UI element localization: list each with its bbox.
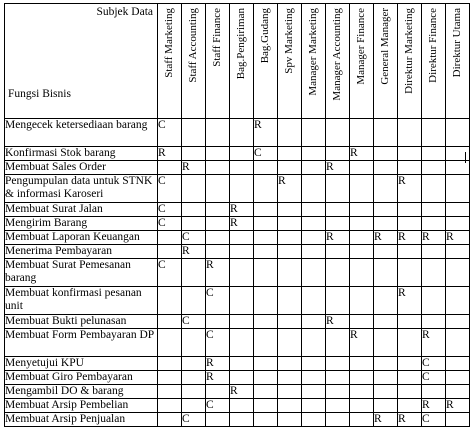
- column-header-label: Staff Accounting: [187, 8, 199, 83]
- matrix-cell: [446, 413, 470, 427]
- matrix-cell: [398, 245, 422, 259]
- matrix-cell: [446, 329, 470, 357]
- business-function-cell: Mengecek ketersediaan barang: [5, 119, 158, 147]
- matrix-cell: [230, 315, 254, 329]
- matrix-cell: [230, 259, 254, 287]
- table-row: [5, 357, 470, 371]
- matrix-cell: [254, 357, 278, 371]
- matrix-cell: [278, 329, 302, 357]
- matrix-cell: [206, 413, 230, 427]
- matrix-cell: [302, 315, 326, 329]
- matrix-cell: [374, 371, 398, 385]
- matrix-cell: [350, 357, 374, 371]
- matrix-cell: [158, 399, 182, 413]
- business-function-cell: Membuat Arsip Penjualan: [5, 413, 158, 427]
- matrix-cell: [350, 203, 374, 217]
- matrix-cell: [182, 287, 206, 315]
- matrix-cell: [182, 385, 206, 399]
- table-row: [5, 231, 470, 245]
- matrix-cell: [230, 245, 254, 259]
- matrix-cell: C: [158, 259, 182, 287]
- matrix-cell: [182, 217, 206, 231]
- matrix-cell: [350, 385, 374, 399]
- matrix-cell: R: [446, 399, 470, 413]
- matrix-cell: [254, 329, 278, 357]
- matrix-cell: [254, 245, 278, 259]
- matrix-cell: [278, 357, 302, 371]
- matrix-cell: R: [206, 259, 230, 287]
- matrix-cell: [278, 371, 302, 385]
- business-function-cell: Membuat Surat Jalan: [5, 203, 158, 217]
- table-row: [5, 161, 470, 175]
- matrix-cell: [350, 161, 374, 175]
- matrix-cell: [446, 203, 470, 217]
- matrix-body: [5, 119, 470, 427]
- matrix-cell: [278, 119, 302, 147]
- column-header-label: Manager Accounting: [331, 8, 343, 101]
- business-function-cell: Mengambil DO & barang: [5, 385, 158, 399]
- matrix-cell: [302, 147, 326, 161]
- matrix-cell: [398, 259, 422, 287]
- matrix-cell: C: [206, 399, 230, 413]
- matrix-cell: [350, 259, 374, 287]
- matrix-cell: [206, 119, 230, 147]
- column-header-label: Direktur Marketing: [403, 8, 415, 94]
- matrix-cell: R: [326, 315, 350, 329]
- business-function-cell: Membuat Bukti pelunasan: [5, 315, 158, 329]
- header-row: [5, 4, 470, 119]
- matrix-cell: [230, 329, 254, 357]
- matrix-cell: C: [206, 287, 230, 315]
- column-header: [230, 4, 254, 119]
- matrix-cell: [446, 245, 470, 259]
- matrix-cell: [374, 161, 398, 175]
- matrix-cell: [278, 203, 302, 217]
- matrix-cell: R: [326, 161, 350, 175]
- matrix-cell: [374, 287, 398, 315]
- matrix-cell: [302, 287, 326, 315]
- business-function-cell: Konfirmasi Stok barang: [5, 147, 158, 161]
- matrix-cell: R: [230, 385, 254, 399]
- matrix-cell: [446, 217, 470, 231]
- matrix-cell: [446, 357, 470, 371]
- column-header: [326, 4, 350, 119]
- matrix-cell: C: [182, 315, 206, 329]
- matrix-cell: [350, 371, 374, 385]
- matrix-cell: [158, 287, 182, 315]
- column-header: [374, 4, 398, 119]
- matrix-cell: [374, 385, 398, 399]
- matrix-cell: R: [398, 231, 422, 245]
- matrix-cell: [326, 329, 350, 357]
- matrix-cell: [398, 217, 422, 231]
- business-function-cell: Membuat Arsip Pembelian: [5, 399, 158, 413]
- matrix-cell: [182, 147, 206, 161]
- table-row: [5, 175, 470, 203]
- matrix-cell: [422, 245, 446, 259]
- column-header: [158, 4, 182, 119]
- matrix-cell: [302, 413, 326, 427]
- matrix-cell: [182, 119, 206, 147]
- column-header: [398, 4, 422, 119]
- column-header-label: Bag.Pengiriman: [235, 8, 247, 80]
- matrix-cell: [374, 175, 398, 203]
- matrix-cell: [446, 371, 470, 385]
- matrix-cell: [278, 147, 302, 161]
- matrix-cell: R: [206, 371, 230, 385]
- column-header-label: Staff Finance: [211, 8, 223, 67]
- matrix-cell: [254, 385, 278, 399]
- matrix-cell: [446, 315, 470, 329]
- matrix-cell: [398, 147, 422, 161]
- matrix-cell: R: [230, 203, 254, 217]
- matrix-cell: [374, 147, 398, 161]
- column-header: [182, 4, 206, 119]
- matrix-cell: [230, 371, 254, 385]
- table-row: [5, 203, 470, 217]
- crud-matrix-table: [4, 3, 470, 427]
- matrix-cell: [230, 231, 254, 245]
- matrix-cell: [158, 315, 182, 329]
- matrix-cell: [446, 259, 470, 287]
- column-header: [446, 4, 470, 119]
- table-row: [5, 413, 470, 427]
- matrix-cell: [182, 175, 206, 203]
- matrix-cell: [278, 399, 302, 413]
- matrix-cell: [206, 217, 230, 231]
- matrix-cell: [398, 315, 422, 329]
- matrix-cell: [398, 399, 422, 413]
- matrix-cell: [326, 147, 350, 161]
- matrix-cell: C: [158, 119, 182, 147]
- matrix-cell: [422, 315, 446, 329]
- matrix-cell: [206, 161, 230, 175]
- matrix-cell: [302, 245, 326, 259]
- matrix-cell: [326, 399, 350, 413]
- subject-data-label: Subjek Data: [96, 6, 153, 18]
- matrix-cell: [398, 119, 422, 147]
- matrix-cell: [158, 329, 182, 357]
- business-function-cell: Pengumpulan data untuk STNK & informasi Karoseri: [5, 175, 158, 203]
- matrix-cell: [302, 371, 326, 385]
- matrix-cell: [278, 161, 302, 175]
- table-row: [5, 329, 470, 357]
- matrix-cell: [206, 147, 230, 161]
- matrix-cell: [302, 161, 326, 175]
- matrix-cell: [158, 413, 182, 427]
- table-row: [5, 217, 470, 231]
- business-function-label: Fungsi Bisnis: [8, 88, 71, 100]
- table-row: [5, 399, 470, 413]
- matrix-cell: R: [182, 245, 206, 259]
- matrix-cell: [254, 413, 278, 427]
- matrix-cell: [326, 357, 350, 371]
- matrix-cell: [230, 399, 254, 413]
- matrix-cell: R: [446, 231, 470, 245]
- matrix-cell: R: [230, 217, 254, 231]
- matrix-cell: [302, 385, 326, 399]
- matrix-cell: [422, 119, 446, 147]
- matrix-cell: [230, 119, 254, 147]
- matrix-cell: [182, 259, 206, 287]
- matrix-cell: R: [158, 147, 182, 161]
- matrix-cell: [182, 371, 206, 385]
- business-function-cell: Membuat Laporan Keuangan: [5, 231, 158, 245]
- matrix-cell: [398, 203, 422, 217]
- matrix-cell: R: [422, 399, 446, 413]
- matrix-cell: C: [158, 203, 182, 217]
- matrix-cell: [158, 385, 182, 399]
- table-row: [5, 287, 470, 315]
- matrix-cell: [326, 119, 350, 147]
- matrix-cell: C: [158, 217, 182, 231]
- column-header: [422, 4, 446, 119]
- matrix-cell: [350, 287, 374, 315]
- matrix-cell: [254, 399, 278, 413]
- stray-border-mark: [465, 152, 466, 163]
- matrix-cell: [350, 231, 374, 245]
- column-header-label: General Manager: [379, 8, 391, 85]
- matrix-cell: [254, 217, 278, 231]
- matrix-cell: [446, 287, 470, 315]
- matrix-cell: [446, 175, 470, 203]
- matrix-cell: [278, 231, 302, 245]
- business-function-cell: Mengirim Barang: [5, 217, 158, 231]
- matrix-cell: [374, 399, 398, 413]
- matrix-cell: [230, 161, 254, 175]
- matrix-cell: R: [350, 329, 374, 357]
- business-function-cell: Membuat Form Pembayaran DP: [5, 329, 158, 357]
- matrix-cell: [206, 385, 230, 399]
- matrix-cell: [398, 161, 422, 175]
- matrix-cell: [158, 371, 182, 385]
- matrix-cell: [350, 119, 374, 147]
- business-function-cell: Membuat Giro Pembayaran: [5, 371, 158, 385]
- matrix-cell: C: [182, 413, 206, 427]
- matrix-cell: [374, 315, 398, 329]
- matrix-cell: [254, 259, 278, 287]
- matrix-cell: R: [182, 161, 206, 175]
- column-header-label: Manager Marketing: [307, 8, 319, 96]
- matrix-cell: C: [422, 371, 446, 385]
- matrix-cell: [302, 119, 326, 147]
- matrix-cell: [302, 231, 326, 245]
- column-header-label: Direktur Utama: [451, 8, 463, 78]
- table-row: [5, 385, 470, 399]
- table-row: [5, 119, 470, 147]
- matrix-cell: [350, 399, 374, 413]
- matrix-cell: C: [206, 329, 230, 357]
- matrix-cell: [278, 217, 302, 231]
- matrix-cell: [398, 371, 422, 385]
- matrix-cell: [230, 413, 254, 427]
- matrix-cell: [398, 357, 422, 371]
- matrix-cell: [182, 329, 206, 357]
- matrix-cell: [422, 161, 446, 175]
- matrix-cell: [374, 119, 398, 147]
- matrix-cell: [302, 259, 326, 287]
- matrix-cell: [254, 315, 278, 329]
- column-header-label: Bag.Gudang: [259, 8, 271, 64]
- matrix-cell: [326, 245, 350, 259]
- matrix-cell: [206, 203, 230, 217]
- matrix-cell: C: [158, 175, 182, 203]
- matrix-cell: [446, 385, 470, 399]
- matrix-cell: [206, 245, 230, 259]
- matrix-cell: R: [398, 413, 422, 427]
- matrix-cell: [302, 217, 326, 231]
- matrix-cell: [302, 203, 326, 217]
- matrix-cell: [254, 203, 278, 217]
- matrix-cell: C: [254, 147, 278, 161]
- matrix-cell: [422, 175, 446, 203]
- matrix-cell: [158, 245, 182, 259]
- matrix-cell: [374, 259, 398, 287]
- matrix-cell: [254, 231, 278, 245]
- matrix-cell: [326, 385, 350, 399]
- matrix-cell: [278, 259, 302, 287]
- matrix-cell: R: [374, 413, 398, 427]
- matrix-cell: [398, 329, 422, 357]
- matrix-cell: R: [398, 287, 422, 315]
- matrix-cell: [278, 385, 302, 399]
- matrix-cell: [446, 119, 470, 147]
- matrix-cell: R: [326, 231, 350, 245]
- business-function-cell: Membuat konfirmasi pesanan unit: [5, 287, 158, 315]
- matrix-cell: R: [398, 175, 422, 203]
- column-header: [254, 4, 278, 119]
- matrix-cell: R: [350, 147, 374, 161]
- matrix-cell: [230, 147, 254, 161]
- column-header-label: Direktur Finance: [427, 8, 439, 83]
- matrix-cell: [350, 245, 374, 259]
- matrix-cell: [278, 287, 302, 315]
- matrix-cell: [254, 175, 278, 203]
- matrix-cell: C: [422, 413, 446, 427]
- matrix-cell: [302, 175, 326, 203]
- matrix-cell: [422, 203, 446, 217]
- matrix-cell: [278, 413, 302, 427]
- business-function-cell: Menyetujui KPU: [5, 357, 158, 371]
- matrix-cell: [230, 287, 254, 315]
- matrix-cell: [422, 385, 446, 399]
- column-header: [206, 4, 230, 119]
- matrix-cell: [326, 203, 350, 217]
- matrix-cell: [182, 203, 206, 217]
- matrix-cell: [278, 245, 302, 259]
- matrix-cell: [302, 357, 326, 371]
- matrix-cell: [230, 175, 254, 203]
- table-row: [5, 147, 470, 161]
- matrix-cell: R: [422, 231, 446, 245]
- matrix-cell: [398, 385, 422, 399]
- column-header-label: Manager Finance: [355, 8, 367, 85]
- table-row: [5, 259, 470, 287]
- matrix-cell: [374, 245, 398, 259]
- column-header-label: Spv Marketing: [283, 8, 295, 74]
- matrix-cell: [374, 357, 398, 371]
- matrix-cell: [422, 259, 446, 287]
- matrix-cell: C: [422, 357, 446, 371]
- matrix-cell: R: [206, 357, 230, 371]
- matrix-cell: [350, 217, 374, 231]
- corner-header-cell: [5, 4, 158, 119]
- matrix-cell: [182, 357, 206, 371]
- matrix-cell: [422, 287, 446, 315]
- matrix-cell: [422, 217, 446, 231]
- matrix-cell: [374, 217, 398, 231]
- matrix-cell: [326, 175, 350, 203]
- matrix-cell: R: [422, 329, 446, 357]
- matrix-cell: [422, 147, 446, 161]
- table-row: [5, 315, 470, 329]
- matrix-cell: [326, 287, 350, 315]
- matrix-cell: [254, 161, 278, 175]
- matrix-cell: [350, 175, 374, 203]
- matrix-cell: [350, 413, 374, 427]
- matrix-cell: [326, 217, 350, 231]
- matrix-cell: [326, 259, 350, 287]
- matrix-cell: C: [182, 231, 206, 245]
- matrix-cell: [302, 399, 326, 413]
- matrix-cell: R: [374, 231, 398, 245]
- column-header: [302, 4, 326, 119]
- matrix-cell: [326, 413, 350, 427]
- matrix-cell: [230, 357, 254, 371]
- matrix-cell: [182, 399, 206, 413]
- matrix-cell: [254, 287, 278, 315]
- matrix-cell: [158, 161, 182, 175]
- matrix-cell: [206, 231, 230, 245]
- matrix-cell: [374, 329, 398, 357]
- matrix-cell: [206, 175, 230, 203]
- matrix-cell: [254, 371, 278, 385]
- matrix-cell: [374, 203, 398, 217]
- matrix-cell: [326, 371, 350, 385]
- matrix-cell: [350, 315, 374, 329]
- column-header: [278, 4, 302, 119]
- matrix-cell: [302, 329, 326, 357]
- matrix-cell: R: [278, 175, 302, 203]
- business-function-cell: Menerima Pembayaran: [5, 245, 158, 259]
- business-function-cell: Membuat Sales Order: [5, 161, 158, 175]
- table-row: [5, 371, 470, 385]
- column-header-label: Staff Marketing: [163, 8, 175, 78]
- matrix-cell: [158, 357, 182, 371]
- matrix-cell: [278, 315, 302, 329]
- matrix-cell: [206, 315, 230, 329]
- matrix-cell: [158, 231, 182, 245]
- business-function-cell: Membuat Surat Pemesanan barang: [5, 259, 158, 287]
- table-row: [5, 245, 470, 259]
- column-header: [350, 4, 374, 119]
- matrix-cell: R: [254, 119, 278, 147]
